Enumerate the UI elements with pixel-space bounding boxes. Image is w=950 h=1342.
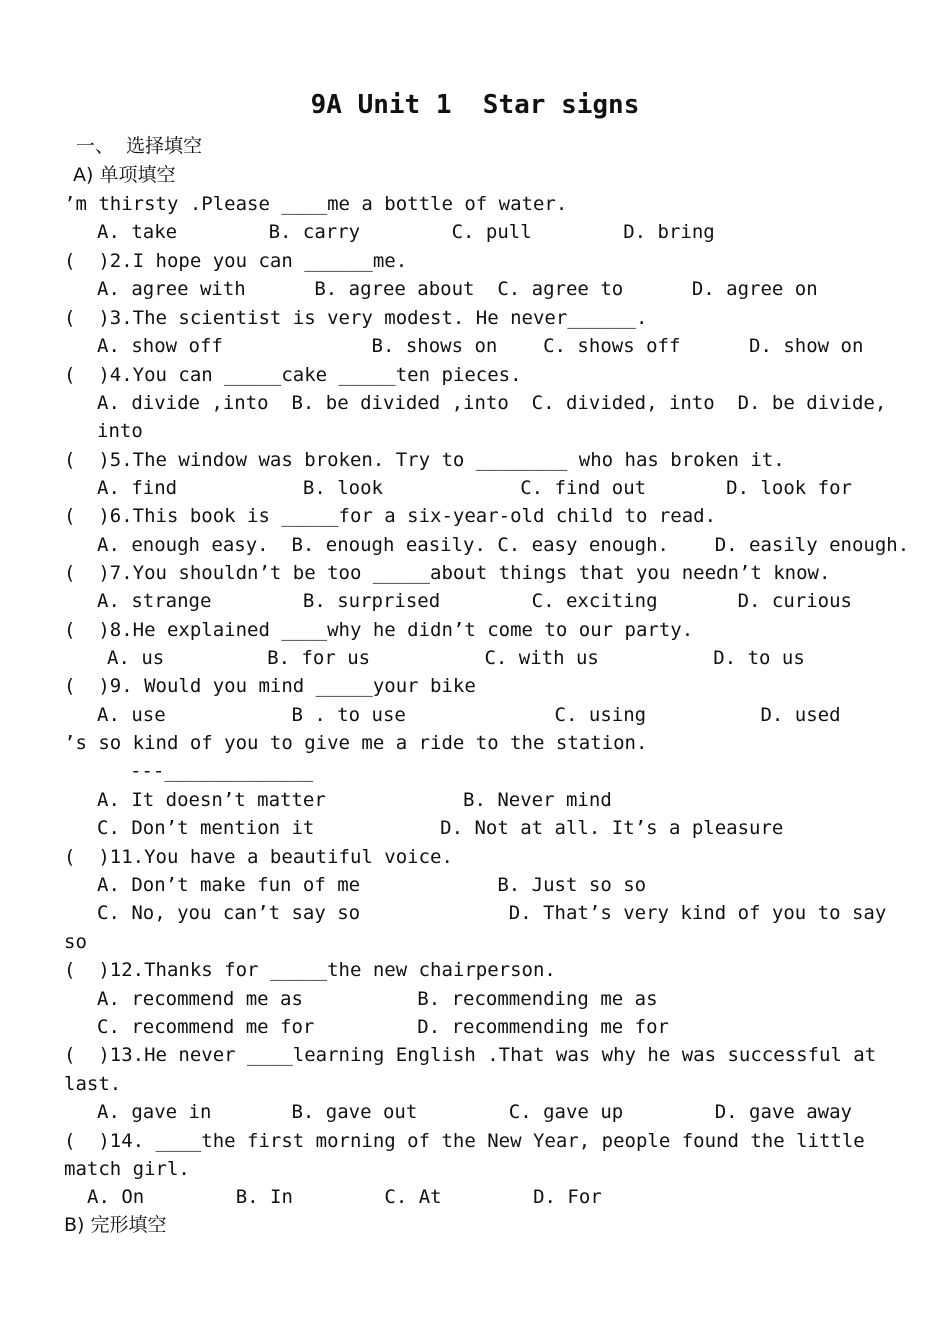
page-title: 9A Unit 1 Star signs xyxy=(310,90,640,120)
question-line: ( )4.You can _____cake _____ten pieces. xyxy=(64,364,522,386)
question-line: C. recommend me for D. recommending me for xyxy=(97,1016,669,1038)
question-line: A. find B. look C. find out D. look for xyxy=(97,477,852,499)
question-line: A. Don’t make fun of me B. Just so so xyxy=(97,874,647,896)
question-line: A. use B . to use C. using D. used xyxy=(97,704,841,726)
question-line: ( )9. Would you mind _____your bike xyxy=(64,675,476,697)
question-line: A. agree with B. agree about C. agree to D. agree on xyxy=(97,278,818,300)
question-line: last. xyxy=(64,1073,122,1095)
part-a-heading: A) 单项填空 xyxy=(73,164,176,186)
question-line: A. enough easy. B. enough easily. C. easy enough. D. easily enough. xyxy=(97,534,910,556)
question-line: A. show off B. shows on C. shows off D. show on xyxy=(97,335,864,357)
section-heading: 一、 选择填空 xyxy=(76,135,203,157)
question-line: ( )8.He explained ____why he didn’t come to our party. xyxy=(64,619,694,641)
question-line: ’m thirsty .Please ____me a bottle of water. xyxy=(64,193,568,215)
question-line: ( )14. ____the first morning of the New Year, people found the little xyxy=(64,1130,865,1152)
question-line: A. take B. carry C. pull D. bring xyxy=(97,221,715,243)
question-line: C. Don’t mention it D. Not at all. It’s a pleasure xyxy=(97,817,784,839)
question-line: A. recommend me as B. recommending me as xyxy=(97,988,658,1010)
question-line: ( )7.You shouldn’t be too _____about things that you needn’t know. xyxy=(64,562,831,584)
question-line: ( )2.I hope you can ______me. xyxy=(64,250,408,272)
part-b-heading: B) 完形填空 xyxy=(64,1214,167,1236)
question-line: so xyxy=(64,931,87,953)
question-line: ( )6.This book is _____for a six-year-old child to read. xyxy=(64,505,717,527)
question-line: ( )11.You have a beautiful voice. xyxy=(64,846,453,868)
question-line: ’s so kind of you to give me a ride to the station. xyxy=(64,732,648,754)
question-line: into xyxy=(97,420,143,442)
question-line: ( )12.Thanks for _____the new chairperson. xyxy=(64,959,556,981)
question-line: match girl. xyxy=(64,1158,190,1180)
question-line: A. On B. In C. At D. For xyxy=(87,1186,602,1208)
question-line: A. strange B. surprised C. exciting D. curious xyxy=(97,590,852,612)
question-line: A. It doesn’t matter B. Never mind xyxy=(97,789,612,811)
question-line: ( )13.He never ____learning English .That was why he was successful at xyxy=(64,1044,877,1066)
question-line: A. gave in B. gave out C. gave up D. gave away xyxy=(97,1101,852,1123)
question-line: A. us B. for us C. with us D. to us xyxy=(107,647,805,669)
question-line: ( )3.The scientist is very modest. He never______. xyxy=(64,307,648,329)
question-line: C. No, you can’t say so D. That’s very kind of you to say xyxy=(97,902,887,924)
question-line: ---_____________ xyxy=(130,760,314,782)
question-line: A. divide ,into B. be divided ,into C. divided, into D. be divide, xyxy=(97,392,887,414)
question-line: ( )5.The window was broken. Try to ________ who has broken it. xyxy=(64,449,785,471)
